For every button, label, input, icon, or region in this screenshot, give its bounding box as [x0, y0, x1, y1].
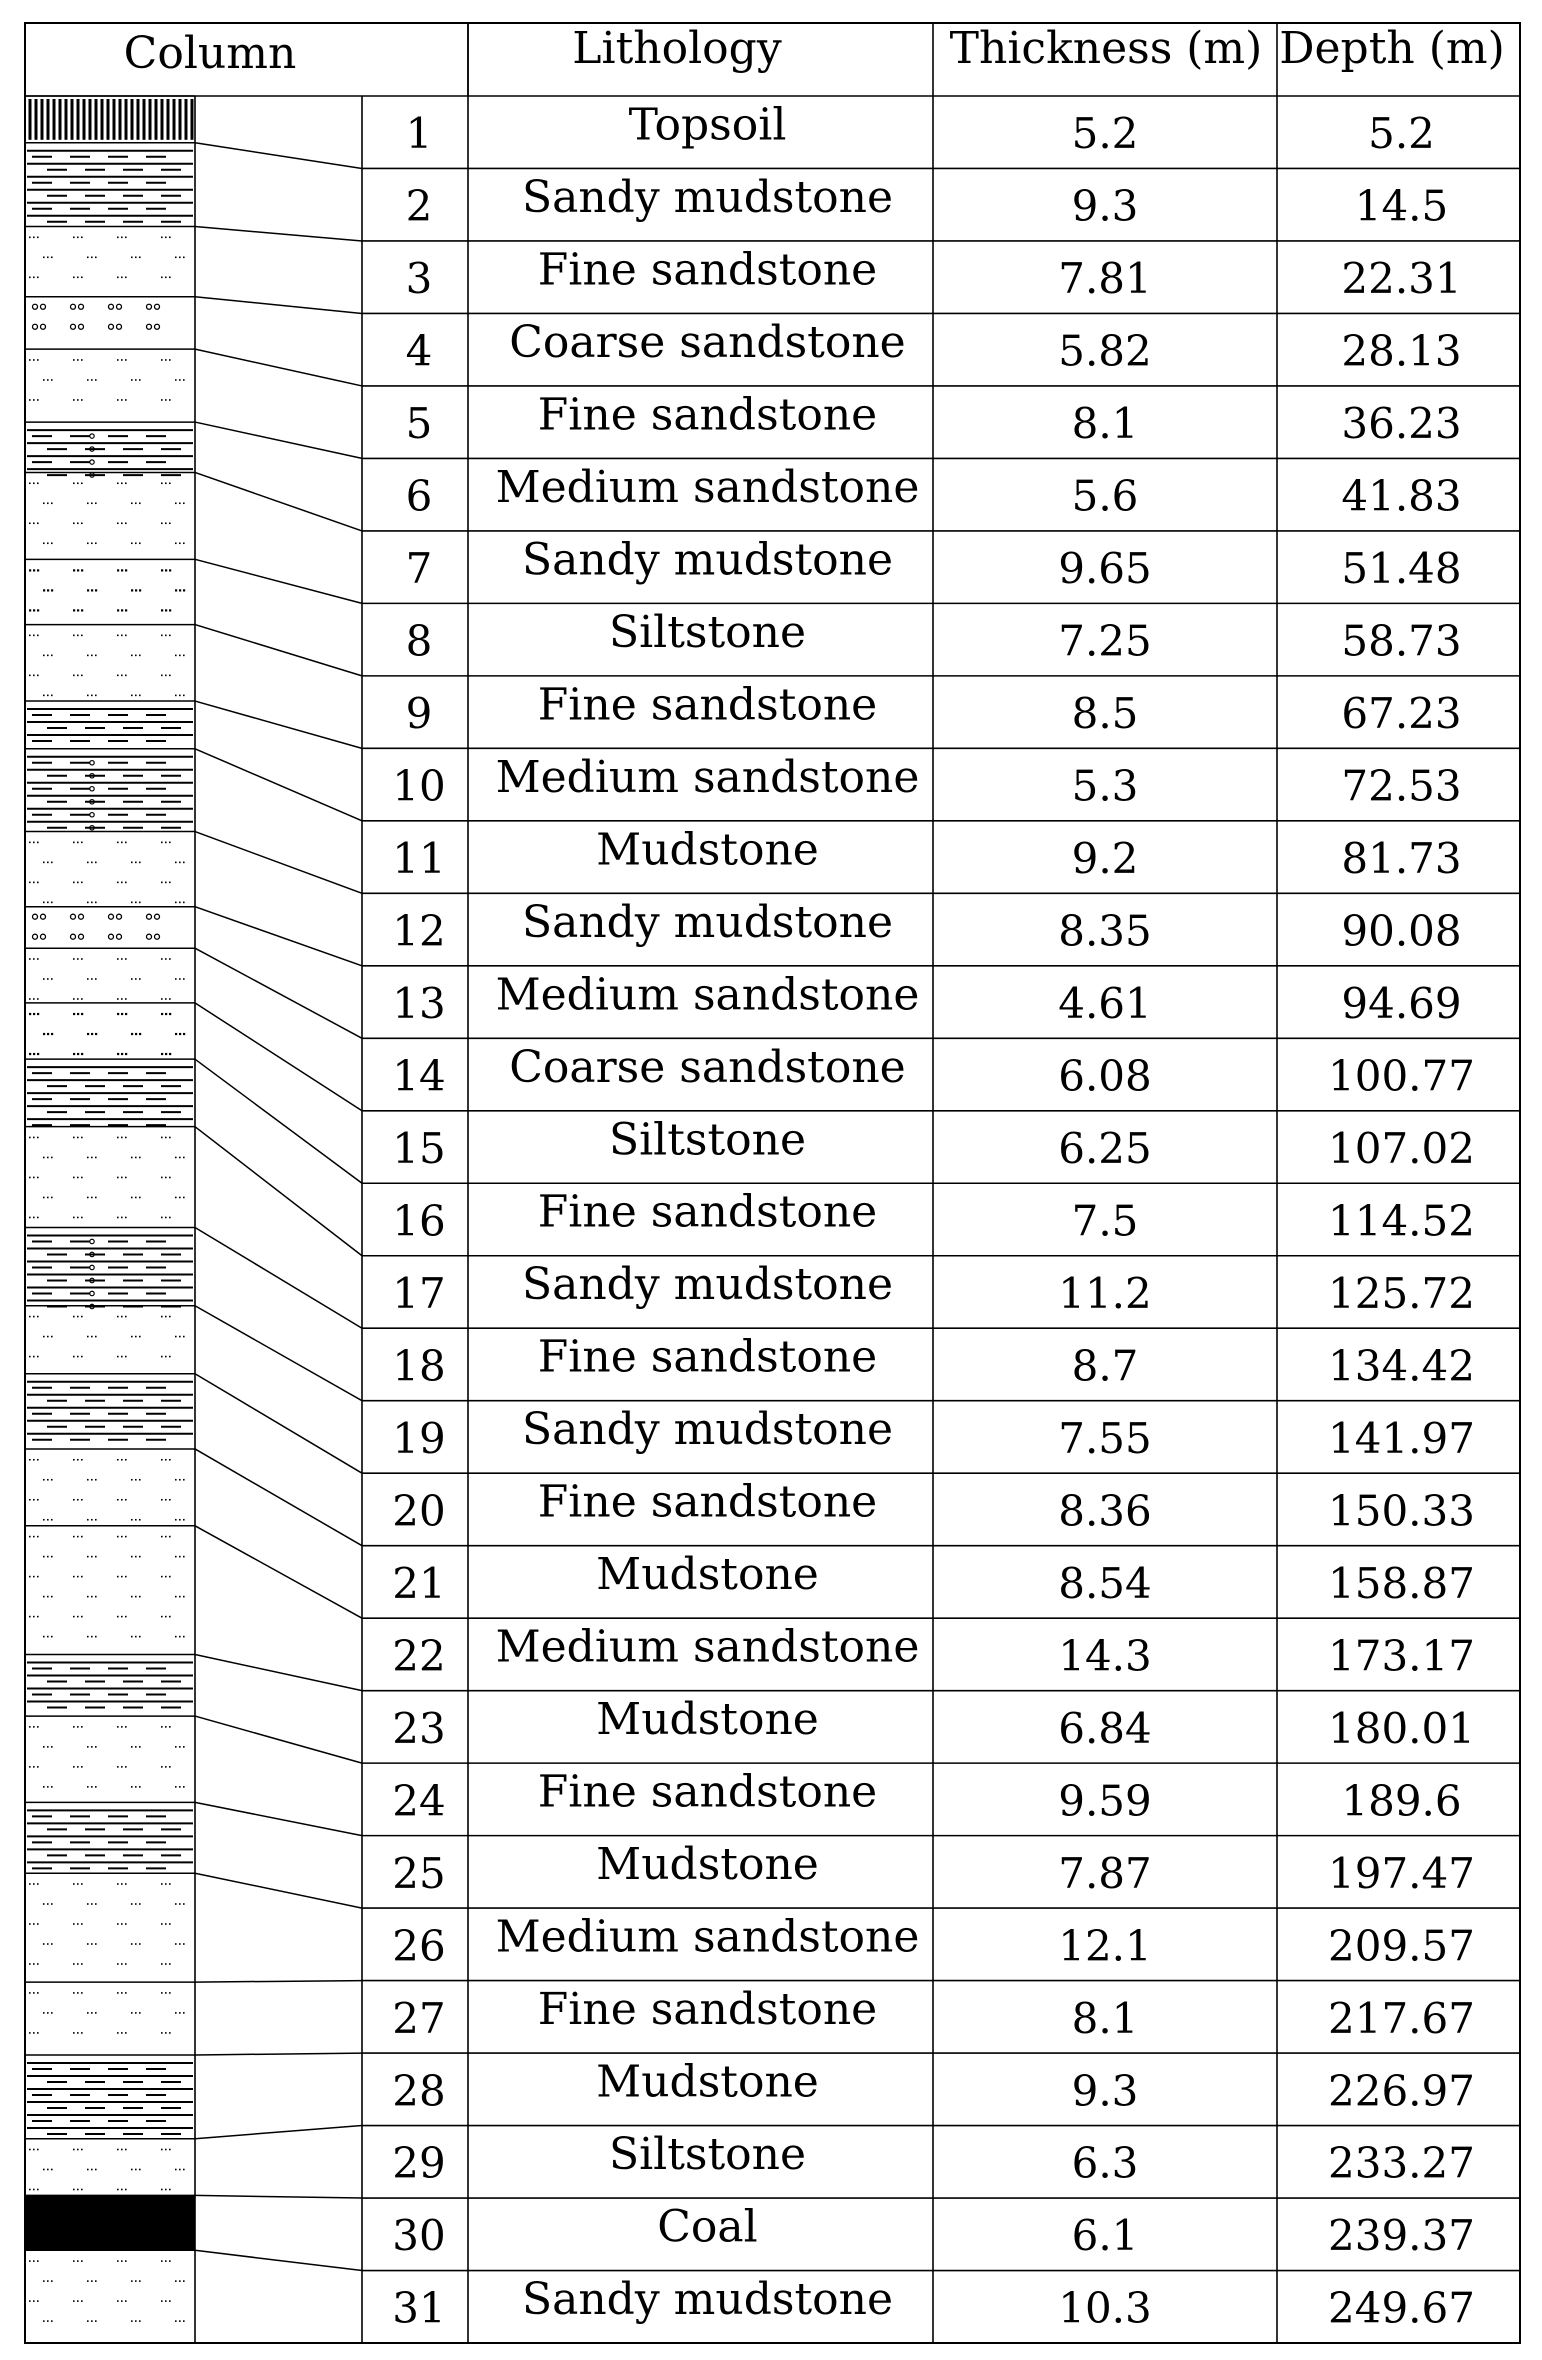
layer-thickness: 6.84: [1058, 1703, 1152, 1753]
layer-thickness: 6.25: [1058, 1123, 1152, 1173]
layer-depth: 114.52: [1328, 1196, 1475, 1246]
layer-number: 15: [392, 1123, 446, 1173]
header-lithology: Lithology: [572, 23, 782, 74]
layer-lithology: Siltstone: [608, 2129, 807, 2181]
layer-number: 8: [405, 616, 433, 666]
layer-thickness: 6.08: [1058, 1051, 1152, 1101]
layer-thickness: 12.1: [1058, 1921, 1152, 1971]
layer-number: 18: [392, 1341, 446, 1391]
layer-depth: 90.08: [1341, 906, 1462, 956]
layer-depth: 100.77: [1328, 1051, 1475, 1101]
layer-lithology: Sandy mudstone: [521, 2274, 894, 2326]
layer-thickness: 7.87: [1058, 1848, 1152, 1898]
layer-depth: 94.69: [1341, 978, 1462, 1028]
layer-lithology: Medium sandstone: [495, 751, 920, 803]
layer-number: 7: [405, 544, 433, 594]
layer-lithology: Fine sandstone: [537, 244, 878, 296]
layer-number: 9: [405, 689, 433, 739]
layer-depth: 58.73: [1341, 616, 1462, 666]
layer-number: 6: [405, 471, 433, 521]
layer-lithology: Siltstone: [608, 1114, 807, 1166]
layer-number: 29: [392, 2138, 446, 2188]
layer-thickness: 8.5: [1071, 689, 1139, 739]
layer-number: 30: [392, 2211, 446, 2261]
layer-number: 24: [392, 1776, 446, 1826]
layer-thickness: 9.3: [1071, 2066, 1139, 2116]
layer-thickness: 8.1: [1071, 1993, 1139, 2043]
layer-lithology: Medium sandstone: [495, 461, 920, 513]
layer-thickness: 7.25: [1058, 616, 1152, 666]
layer-depth: 72.53: [1341, 761, 1462, 811]
layer-number: 11: [392, 834, 446, 884]
layer-number: 20: [392, 1486, 446, 1536]
layer-depth: 180.01: [1328, 1703, 1475, 1753]
layer-lithology: Fine sandstone: [537, 389, 878, 441]
layer-lithology: Sandy mudstone: [521, 896, 894, 948]
layer-depth: 226.97: [1328, 2066, 1475, 2116]
layer-lithology: Sandy mudstone: [521, 534, 894, 586]
layer-lithology: Coarse sandstone: [509, 1041, 906, 1093]
layer-thickness: 9.65: [1058, 544, 1152, 594]
layer-thickness: 4.61: [1058, 978, 1152, 1028]
layer-thickness: 8.35: [1058, 906, 1152, 956]
layer-number: 21: [392, 1558, 446, 1608]
layer-thickness: 5.82: [1058, 326, 1152, 376]
layer-depth: 150.33: [1328, 1486, 1475, 1536]
layer-lithology: Sandy mudstone: [521, 1404, 894, 1456]
layer-thickness: 9.59: [1058, 1776, 1152, 1826]
layer-depth: 67.23: [1341, 689, 1462, 739]
layer-thickness: 10.3: [1058, 2283, 1152, 2333]
layer-number: 27: [392, 1993, 446, 2043]
layer-lithology: Mudstone: [596, 1694, 819, 1746]
layer-lithology: Mudstone: [596, 1839, 819, 1891]
layer-lithology: Fine sandstone: [537, 1766, 878, 1818]
layer-thickness: 8.54: [1058, 1558, 1152, 1608]
layer-lithology: Sandy mudstone: [521, 171, 894, 223]
layer-depth: 209.57: [1328, 1921, 1475, 1971]
layer-depth: 125.72: [1328, 1268, 1475, 1318]
layer-number: 23: [392, 1703, 446, 1753]
layer-lithology: Topsoil: [628, 99, 787, 151]
layer-number: 19: [392, 1413, 446, 1463]
layer-depth: 189.6: [1341, 1776, 1462, 1826]
layer-depth: 239.37: [1328, 2211, 1475, 2261]
layer-lithology: Mudstone: [596, 2056, 819, 2108]
header-column: Column: [123, 28, 297, 79]
layer-thickness: 8.36: [1058, 1486, 1152, 1536]
layer-number: 14: [392, 1051, 446, 1101]
layer-thickness: 6.3: [1071, 2138, 1139, 2188]
layer-lithology: Coal: [657, 2201, 758, 2253]
layer-thickness: 9.3: [1071, 181, 1139, 231]
layer-thickness: 8.1: [1071, 399, 1139, 449]
layer-number: 12: [392, 906, 446, 956]
layer-thickness: 7.55: [1058, 1413, 1152, 1463]
layer-number: 3: [405, 254, 433, 304]
layer-depth: 14.5: [1354, 181, 1449, 231]
layer-lithology: Sandy mudstone: [521, 1259, 894, 1311]
layer-thickness: 7.81: [1058, 254, 1152, 304]
layer-lithology: Siltstone: [608, 606, 807, 658]
layer-lithology: Fine sandstone: [537, 1186, 878, 1238]
layer-number: 26: [392, 1921, 446, 1971]
column-layer: [25, 2195, 195, 2250]
layer-number: 10: [392, 761, 446, 811]
layer-number: 5: [405, 399, 433, 449]
layer-thickness: 6.1: [1071, 2211, 1139, 2261]
layer-number: 2: [405, 181, 433, 231]
layer-depth: 197.47: [1328, 1848, 1475, 1898]
layer-lithology: Medium sandstone: [495, 969, 920, 1021]
layer-thickness: 5.3: [1071, 761, 1139, 811]
layer-number: 13: [392, 978, 446, 1028]
layer-depth: 158.87: [1328, 1558, 1475, 1608]
layer-depth: 217.67: [1328, 1993, 1475, 2043]
layer-number: 22: [392, 1631, 446, 1681]
layer-number: 16: [392, 1196, 446, 1246]
layer-number: 25: [392, 1848, 446, 1898]
layer-depth: 28.13: [1341, 326, 1462, 376]
layer-number: 28: [392, 2066, 446, 2116]
layer-lithology: Coarse sandstone: [509, 316, 906, 368]
layer-depth: 22.31: [1341, 254, 1462, 304]
layer-thickness: 5.2: [1071, 109, 1139, 159]
layer-depth: 107.02: [1328, 1123, 1475, 1173]
layer-lithology: Mudstone: [596, 1549, 819, 1601]
layer-depth: 5.2: [1368, 109, 1435, 159]
layer-lithology: Medium sandstone: [495, 1911, 920, 1963]
layer-depth: 141.97: [1328, 1413, 1475, 1463]
layer-depth: 134.42: [1328, 1341, 1475, 1391]
layer-thickness: 8.7: [1071, 1341, 1139, 1391]
layer-lithology: Fine sandstone: [537, 1984, 878, 2036]
layer-depth: 233.27: [1328, 2138, 1475, 2188]
layer-number: 31: [392, 2283, 446, 2333]
layer-depth: 81.73: [1341, 834, 1462, 884]
layer-thickness: 14.3: [1058, 1631, 1152, 1681]
layer-depth: 36.23: [1341, 399, 1462, 449]
layer-depth: 51.48: [1341, 544, 1462, 594]
layer-depth: 173.17: [1328, 1631, 1475, 1681]
layer-lithology: Medium sandstone: [495, 1621, 920, 1673]
header-depth: Depth (m): [1279, 23, 1505, 74]
layer-thickness: 5.6: [1071, 471, 1139, 521]
layer-number: 4: [405, 326, 433, 376]
layer-lithology: Fine sandstone: [537, 1476, 878, 1528]
layer-lithology: Fine sandstone: [537, 1331, 878, 1383]
layer-number: 1: [405, 109, 433, 159]
layer-thickness: 7.5: [1071, 1196, 1139, 1246]
layer-lithology: Fine sandstone: [537, 679, 878, 731]
layer-thickness: 11.2: [1058, 1268, 1152, 1318]
layer-number: 17: [392, 1268, 446, 1318]
layer-depth: 249.67: [1328, 2283, 1475, 2333]
layer-thickness: 9.2: [1071, 834, 1139, 884]
layer-depth: 41.83: [1341, 471, 1462, 521]
header-thickness: Thickness (m): [949, 23, 1263, 74]
layer-lithology: Mudstone: [596, 824, 819, 876]
